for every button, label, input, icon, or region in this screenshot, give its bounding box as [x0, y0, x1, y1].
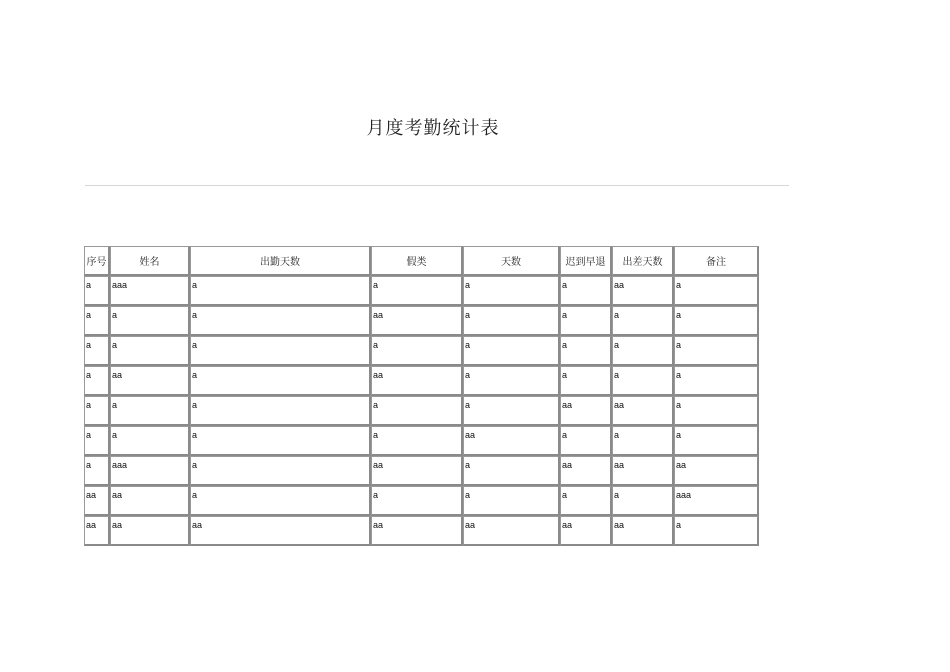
cell-business-trip-days: aa: [612, 396, 674, 426]
cell-attendance-days: a: [190, 276, 371, 306]
cell-attendance-days: aa: [190, 516, 371, 546]
cell-business-trip-days: a: [612, 426, 674, 456]
header-attendance-days: 出勤天数: [190, 246, 371, 276]
cell-leave-type: aa: [371, 516, 463, 546]
table-row: [84, 306, 759, 336]
cell-late-early: a: [560, 486, 612, 516]
cell-leave-type: a: [371, 426, 463, 456]
cell-remarks: a: [674, 396, 759, 426]
title-divider: [85, 185, 789, 186]
header-index: 序号: [84, 246, 110, 276]
cell-leave-days: aa: [463, 516, 560, 546]
cell-remarks: aaa: [674, 486, 759, 516]
table-row: [84, 396, 759, 426]
cell-late-early: a: [560, 276, 612, 306]
cell-leave-days: a: [463, 366, 560, 396]
table-row: [84, 336, 759, 366]
cell-index: a: [84, 456, 110, 486]
cell-leave-type: a: [371, 486, 463, 516]
cell-index: a: [84, 306, 110, 336]
cell-business-trip-days: a: [612, 366, 674, 396]
cell-attendance-days: a: [190, 456, 371, 486]
header-business-trip-days: 出差天数: [612, 246, 674, 276]
cell-late-early: aa: [560, 396, 612, 426]
cell-attendance-days: a: [190, 306, 371, 336]
table-row: [84, 486, 759, 516]
cell-leave-days: aa: [463, 426, 560, 456]
cell-leave-days: a: [463, 276, 560, 306]
cell-leave-type: aa: [371, 366, 463, 396]
cell-index: aa: [84, 516, 110, 546]
cell-attendance-days: a: [190, 426, 371, 456]
cell-business-trip-days: aa: [612, 516, 674, 546]
cell-index: a: [84, 336, 110, 366]
cell-leave-type: aa: [371, 456, 463, 486]
cell-leave-type: a: [371, 396, 463, 426]
cell-business-trip-days: aa: [612, 276, 674, 306]
cell-business-trip-days: a: [612, 336, 674, 366]
cell-attendance-days: a: [190, 396, 371, 426]
cell-leave-type: a: [371, 276, 463, 306]
cell-name: aa: [110, 516, 190, 546]
cell-remarks: a: [674, 336, 759, 366]
table-row: [84, 366, 759, 396]
cell-leave-days: a: [463, 396, 560, 426]
header-leave-days: 天数: [463, 246, 560, 276]
cell-remarks: aa: [674, 456, 759, 486]
cell-leave-type: a: [371, 336, 463, 366]
table-row: [84, 276, 759, 306]
cell-name: aa: [110, 366, 190, 396]
document-title: 月度考勤统计表: [366, 118, 500, 139]
cell-name: aaa: [110, 456, 190, 486]
cell-index: a: [84, 396, 110, 426]
header-late-early: 迟到早退: [560, 246, 612, 276]
cell-leave-days: a: [463, 336, 560, 366]
attendance-table: [84, 246, 759, 546]
cell-attendance-days: a: [190, 336, 371, 366]
cell-late-early: aa: [560, 516, 612, 546]
cell-late-early: a: [560, 426, 612, 456]
header-remarks: 备注: [674, 246, 759, 276]
cell-remarks: a: [674, 516, 759, 546]
cell-business-trip-days: a: [612, 486, 674, 516]
cell-leave-type: aa: [371, 306, 463, 336]
cell-remarks: a: [674, 426, 759, 456]
cell-leave-days: a: [463, 306, 560, 336]
cell-name: a: [110, 336, 190, 366]
table-header-row: [84, 246, 759, 276]
cell-business-trip-days: aa: [612, 456, 674, 486]
cell-late-early: a: [560, 366, 612, 396]
cell-remarks: a: [674, 306, 759, 336]
table-row: [84, 456, 759, 486]
cell-name: a: [110, 426, 190, 456]
cell-late-early: a: [560, 306, 612, 336]
cell-index: a: [84, 426, 110, 456]
table-row: [84, 516, 759, 546]
cell-attendance-days: a: [190, 486, 371, 516]
table-row: [84, 426, 759, 456]
cell-late-early: a: [560, 336, 612, 366]
cell-name: aa: [110, 486, 190, 516]
cell-attendance-days: a: [190, 366, 371, 396]
cell-business-trip-days: a: [612, 306, 674, 336]
cell-leave-days: a: [463, 456, 560, 486]
header-name: 姓名: [110, 246, 190, 276]
cell-leave-days: a: [463, 486, 560, 516]
cell-name: aaa: [110, 276, 190, 306]
cell-index: a: [84, 276, 110, 306]
cell-remarks: a: [674, 366, 759, 396]
cell-late-early: aa: [560, 456, 612, 486]
cell-name: a: [110, 306, 190, 336]
cell-index: aa: [84, 486, 110, 516]
header-leave-type: 假类: [371, 246, 463, 276]
cell-name: a: [110, 396, 190, 426]
cell-remarks: a: [674, 276, 759, 306]
cell-index: a: [84, 366, 110, 396]
